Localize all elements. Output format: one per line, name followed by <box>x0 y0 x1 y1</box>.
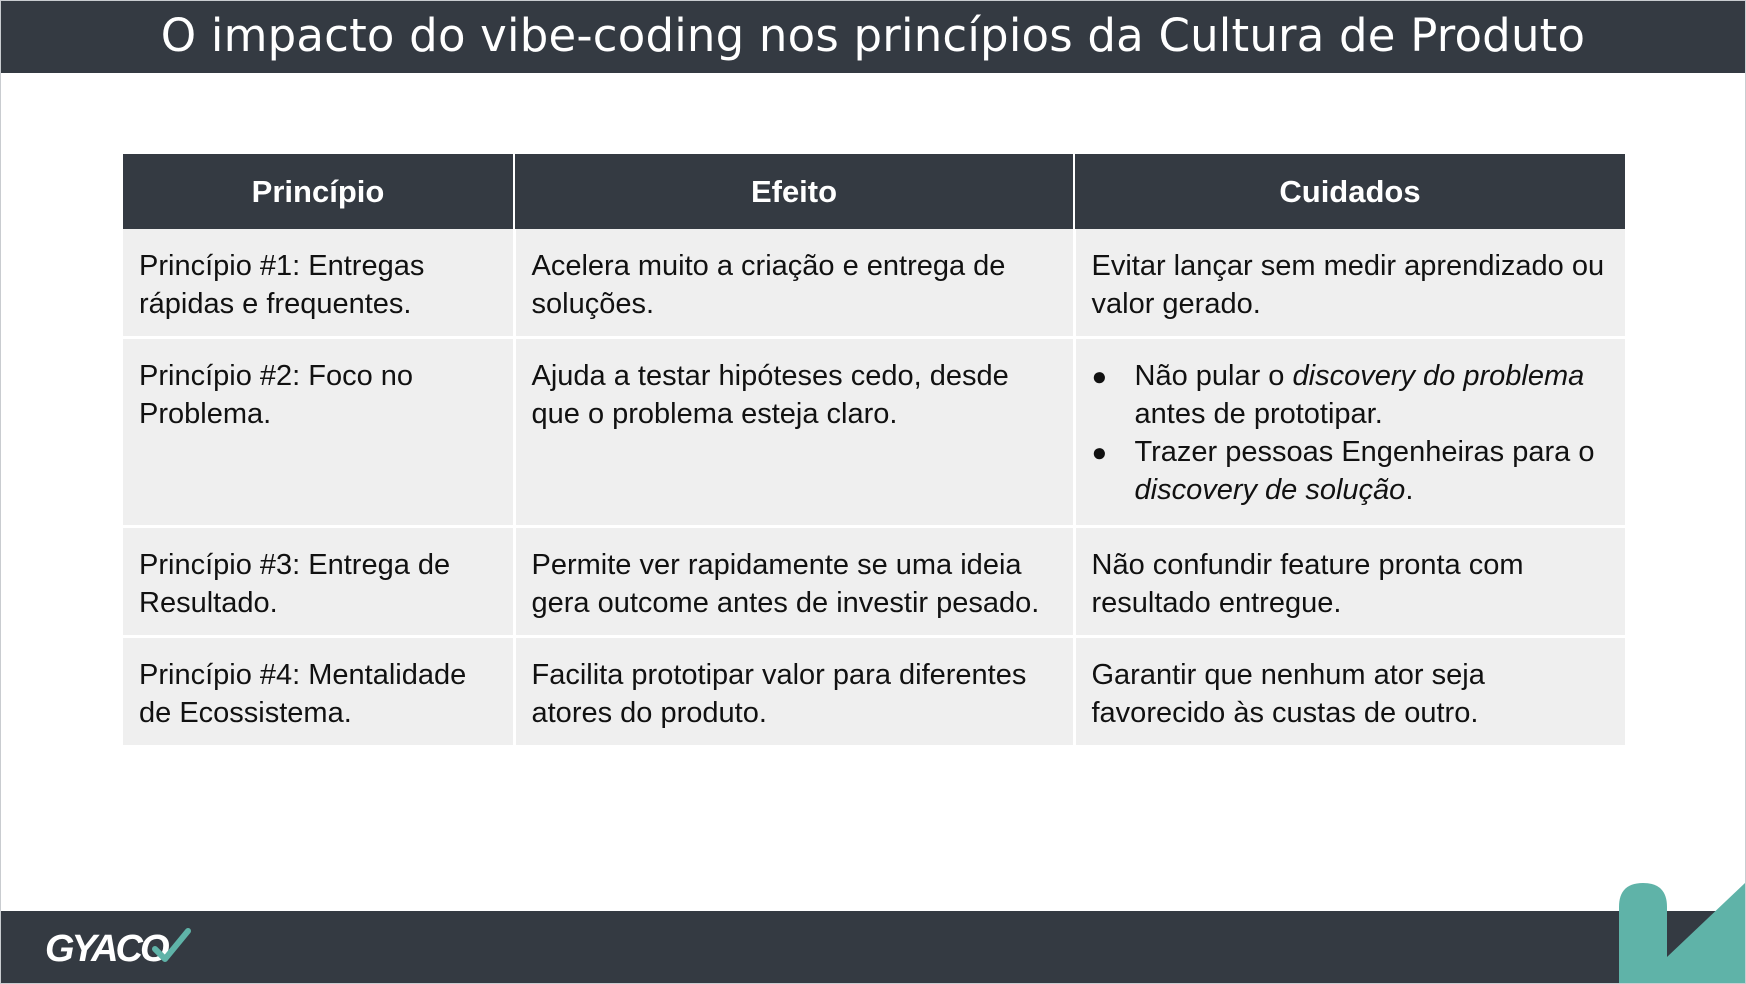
bullet-text: Trazer pessoas Engenheiras para o <box>1134 436 1595 468</box>
title-bar <box>1 1 1745 73</box>
principle-cell: Princípio #2: Foco no Problema. <box>123 338 514 527</box>
bullet-emphasis: discovery de solução <box>1134 474 1406 506</box>
care-bullet <box>1092 357 1610 433</box>
bullet-emphasis: discovery do problema <box>1292 360 1585 392</box>
effect-cell: Facilita prototipar valor para diferentes atores do produto. <box>514 637 1074 746</box>
gyaco-logo <box>43 919 193 971</box>
effect-cell: Permite ver rapidamente se uma ideia gera outcome antes de investir pesado. <box>514 527 1074 637</box>
slide-title: O impacto do vibe-coding nos princípios da Cultura de Produto <box>160 9 1586 62</box>
care-cell: Evitar lançar sem medir aprendizado ou valor gerado. <box>1074 229 1625 338</box>
corner-check-decoration <box>1619 883 1745 983</box>
bullet-text: antes de prototipar. <box>1134 398 1383 430</box>
principle-cell: Princípio #3: Entrega de Resultado. <box>123 527 514 637</box>
care-bullet-list <box>1092 357 1610 509</box>
care-cell: Garantir que nenhum ator seja favorecido às custas de outro. <box>1074 637 1625 746</box>
care-cell <box>1074 338 1625 527</box>
logo-text: GYACO <box>45 928 167 970</box>
corner-shape-icon <box>1619 883 1745 983</box>
table-row <box>123 338 1625 527</box>
header-cuidados: Cuidados <box>1074 154 1625 229</box>
header-principio: Princípio <box>123 154 514 229</box>
effect-cell: Ajuda a testar hipóteses cedo, desde que o problema esteja claro. <box>514 338 1074 527</box>
bullet-text: Não pular o <box>1134 360 1293 392</box>
bullet-icon: ● <box>1091 437 1108 467</box>
table-row <box>123 527 1625 637</box>
table-row <box>123 229 1625 338</box>
footer-bar <box>1 911 1745 983</box>
header-efeito: Efeito <box>514 154 1074 229</box>
table-header-row <box>123 154 1625 229</box>
bullet-text: . <box>1405 474 1414 506</box>
care-bullet <box>1092 433 1610 509</box>
effect-cell: Acelera muito a criação e entrega de soluções. <box>514 229 1074 338</box>
principle-cell: Princípio #1: Entregas rápidas e frequentes. <box>123 229 514 338</box>
care-cell: Não confundir feature pronta com resultado entregue. <box>1074 527 1625 637</box>
bullet-icon: ● <box>1091 361 1108 391</box>
principle-cell: Princípio #4: Mentalidade de Ecossistema. <box>123 637 514 746</box>
table-row <box>123 637 1625 746</box>
principles-table <box>123 154 1625 745</box>
